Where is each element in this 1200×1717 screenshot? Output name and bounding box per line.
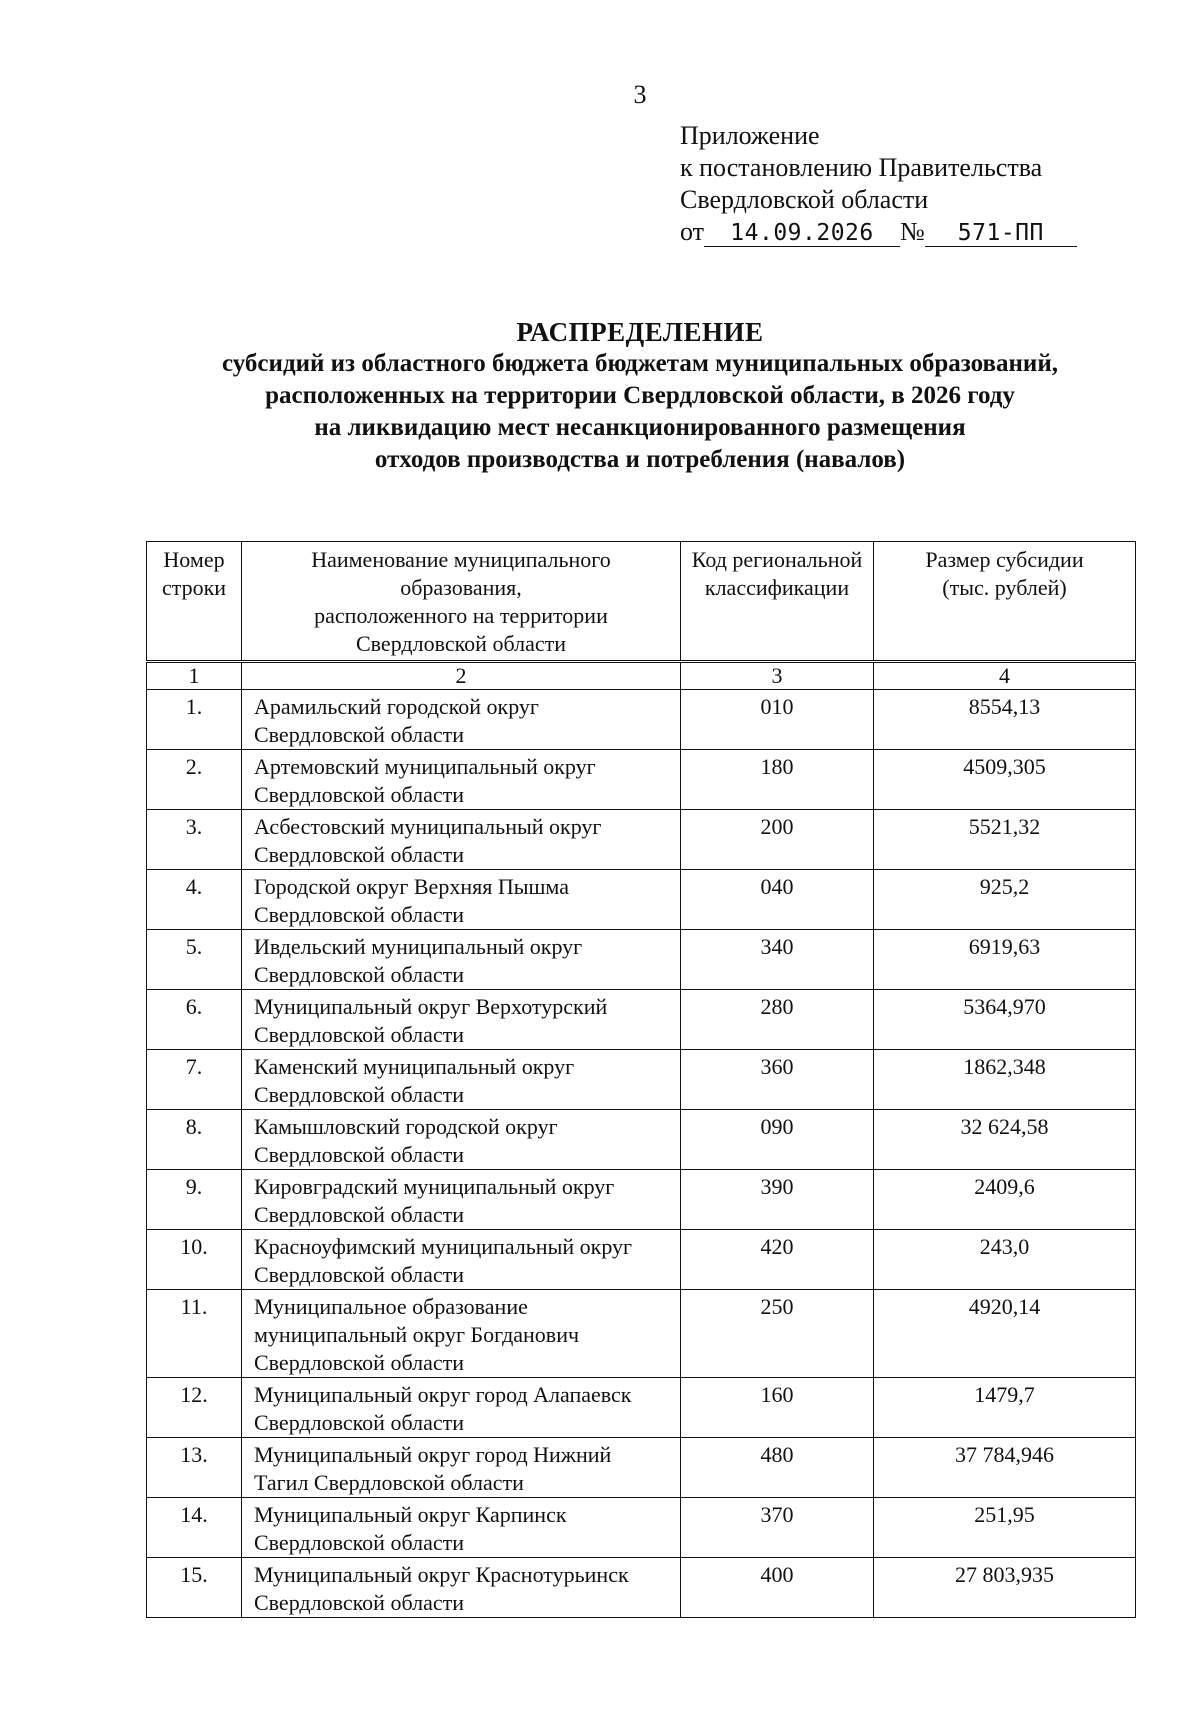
number-label: № [900, 217, 925, 246]
region-code: 250 [681, 1290, 874, 1378]
municipality-name-line: Свердловской области [254, 1350, 464, 1375]
table-row [147, 1110, 1136, 1170]
municipality-name-line: Свердловской области [254, 1142, 464, 1167]
municipality-name-line: Свердловской области [254, 1202, 464, 1227]
subsidy-amount: 37 784,946 [874, 1438, 1136, 1498]
header-row-number: Номер строки [147, 542, 242, 662]
subsidy-amount: 2409,6 [874, 1170, 1136, 1230]
table-row [147, 1498, 1136, 1558]
header-name-line: расположенного на территории [314, 603, 608, 628]
appendix-block [680, 120, 1077, 248]
table-row [147, 810, 1136, 870]
municipality-name-line: Муниципальное образование [254, 1294, 528, 1319]
municipality-name-line: Ивдельский муниципальный округ [254, 934, 583, 959]
region-code: 090 [681, 1110, 874, 1170]
municipality-name-line: Свердловской области [254, 1410, 464, 1435]
title-line-1: субсидий из областного бюджета бюджетам муниципальных образований, [222, 350, 1058, 377]
table-row [147, 1378, 1136, 1438]
municipality-name-line: Муниципальный округ Карпинск [254, 1502, 567, 1527]
table-row [147, 1558, 1136, 1618]
appendix-line-2: к постановлению Правительства [680, 153, 1043, 182]
table-row [147, 750, 1136, 810]
municipality-name [242, 750, 681, 810]
header-name-line: Наименование муниципального [311, 547, 611, 572]
municipality-name [242, 930, 681, 990]
region-code: 160 [681, 1378, 874, 1438]
row-number: 4. [147, 870, 242, 930]
subsidy-amount: 1479,7 [874, 1378, 1136, 1438]
municipality-name-line: Свердловской области [254, 1530, 464, 1555]
header-name-line: образования, [400, 575, 522, 600]
appendix-reference [680, 216, 1077, 248]
municipality-name [242, 870, 681, 930]
municipality-name [242, 1230, 681, 1290]
row-number: 9. [147, 1170, 242, 1230]
row-number: 1. [147, 690, 242, 750]
title-line-4: отходов производства и потребления (навалов) [374, 446, 906, 473]
table-row [147, 870, 1136, 930]
region-code: 340 [681, 930, 874, 990]
municipality-name [242, 990, 681, 1050]
table-row [147, 1290, 1136, 1378]
municipality-name-line: Асбестовский муниципальный округ [254, 814, 602, 839]
municipality-name-line: Красноуфимский муниципальный округ [254, 1234, 633, 1259]
appendix-line-1: Приложение [680, 121, 820, 150]
row-number: 8. [147, 1110, 242, 1170]
region-code: 040 [681, 870, 874, 930]
header-code: Код региональной классификации [681, 542, 874, 662]
row-number: 7. [147, 1050, 242, 1110]
municipality-name [242, 1290, 681, 1378]
title-line-2: расположенных на территории Свердловской области, в 2026 году [265, 382, 1015, 409]
title-line-3: на ликвидацию мест несанкционированного размещения [314, 414, 966, 441]
municipality-name-line: Свердловской области [254, 1262, 464, 1287]
table-header-row [147, 542, 1136, 662]
municipality-name-line: Артемовский муниципальный округ [254, 754, 596, 779]
row-number: 3. [147, 810, 242, 870]
distribution-table [146, 541, 1136, 1618]
subsidy-amount: 5521,32 [874, 810, 1136, 870]
municipality-name [242, 1110, 681, 1170]
municipality-name-line: Тагил Свердловской области [254, 1470, 524, 1495]
municipality-name [242, 810, 681, 870]
resolution-number: 571-ПП [925, 220, 1077, 247]
region-code: 180 [681, 750, 874, 810]
table-row [147, 1230, 1136, 1290]
subsidy-amount: 4920,14 [874, 1290, 1136, 1378]
title-main: РАСПРЕДЕЛЕНИЕ [516, 317, 764, 347]
table-row [147, 930, 1136, 990]
column-number: 4 [874, 662, 1136, 690]
region-code: 420 [681, 1230, 874, 1290]
municipality-name-line: муниципальный округ Богданович [254, 1322, 580, 1347]
row-number: 11. [147, 1290, 242, 1378]
municipality-name-line: Свердловской области [254, 782, 464, 807]
subsidy-amount: 32 624,58 [874, 1110, 1136, 1170]
municipality-name-line: Муниципальный округ город Нижний [254, 1442, 612, 1467]
municipality-name-line: Свердловской области [254, 1590, 464, 1615]
subsidy-amount: 4509,305 [874, 750, 1136, 810]
municipality-name-line: Свердловской области [254, 722, 464, 747]
subsidy-amount: 6919,63 [874, 930, 1136, 990]
row-number: 12. [147, 1378, 242, 1438]
header-name-line: Свердловской области [356, 631, 566, 656]
subsidy-amount: 8554,13 [874, 690, 1136, 750]
region-code: 400 [681, 1558, 874, 1618]
row-number: 2. [147, 750, 242, 810]
header-name [242, 542, 681, 662]
resolution-date: 14.09.2026 [704, 220, 900, 247]
row-number: 10. [147, 1230, 242, 1290]
region-code: 280 [681, 990, 874, 1050]
subsidy-amount: 251,95 [874, 1498, 1136, 1558]
column-number-row [147, 662, 1136, 690]
table-row [147, 990, 1136, 1050]
column-number: 3 [681, 662, 874, 690]
column-number: 2 [242, 662, 681, 690]
page-number: 3 [633, 80, 647, 109]
municipality-name [242, 1498, 681, 1558]
row-number: 6. [147, 990, 242, 1050]
municipality-name-line: Муниципальный округ город Алапаевск [254, 1382, 632, 1407]
region-code: 200 [681, 810, 874, 870]
municipality-name-line: Свердловской области [254, 962, 464, 987]
municipality-name-line: Свердловской области [254, 902, 464, 927]
column-number: 1 [147, 662, 242, 690]
municipality-name [242, 1438, 681, 1498]
municipality-name [242, 1170, 681, 1230]
municipality-name-line: Камышловский городской округ [254, 1114, 558, 1139]
municipality-name-line: Свердловской области [254, 1082, 464, 1107]
municipality-name-line: Свердловской области [254, 842, 464, 867]
municipality-name [242, 690, 681, 750]
region-code: 360 [681, 1050, 874, 1110]
row-number: 5. [147, 930, 242, 990]
region-code: 370 [681, 1498, 874, 1558]
table-row [147, 1438, 1136, 1498]
municipality-name-line: Арамильский городской округ [254, 694, 539, 719]
appendix-line-3: Свердловской области [680, 185, 929, 214]
subsidy-amount: 1862,348 [874, 1050, 1136, 1110]
table-row [147, 1170, 1136, 1230]
region-code: 010 [681, 690, 874, 750]
municipality-name-line: Кировградский муниципальный округ [254, 1174, 615, 1199]
municipality-name-line: Муниципальный округ Краснотурьинск [254, 1562, 629, 1587]
municipality-name-line: Свердловской области [254, 1022, 464, 1047]
municipality-name [242, 1558, 681, 1618]
subsidy-amount: 27 803,935 [874, 1558, 1136, 1618]
document-title [0, 316, 1200, 476]
subsidy-amount: 925,2 [874, 870, 1136, 930]
header-amount-line: (тыс. рублей) [942, 575, 1067, 600]
table-row [147, 1050, 1136, 1110]
header-amount [874, 542, 1136, 662]
region-code: 390 [681, 1170, 874, 1230]
table-row [147, 690, 1136, 750]
row-number: 13. [147, 1438, 242, 1498]
subsidy-amount: 243,0 [874, 1230, 1136, 1290]
municipality-name [242, 1050, 681, 1110]
municipality-name-line: Каменский муниципальный округ [254, 1054, 575, 1079]
row-number: 15. [147, 1558, 242, 1618]
municipality-name [242, 1378, 681, 1438]
municipality-name-line: Муниципальный округ Верхотурский [254, 994, 608, 1019]
from-label: от [680, 217, 705, 246]
row-number: 14. [147, 1498, 242, 1558]
header-amount-line: Размер субсидии [925, 547, 1084, 572]
subsidy-amount: 5364,970 [874, 990, 1136, 1050]
municipality-name-line: Городской округ Верхняя Пышма [254, 874, 569, 899]
region-code: 480 [681, 1438, 874, 1498]
